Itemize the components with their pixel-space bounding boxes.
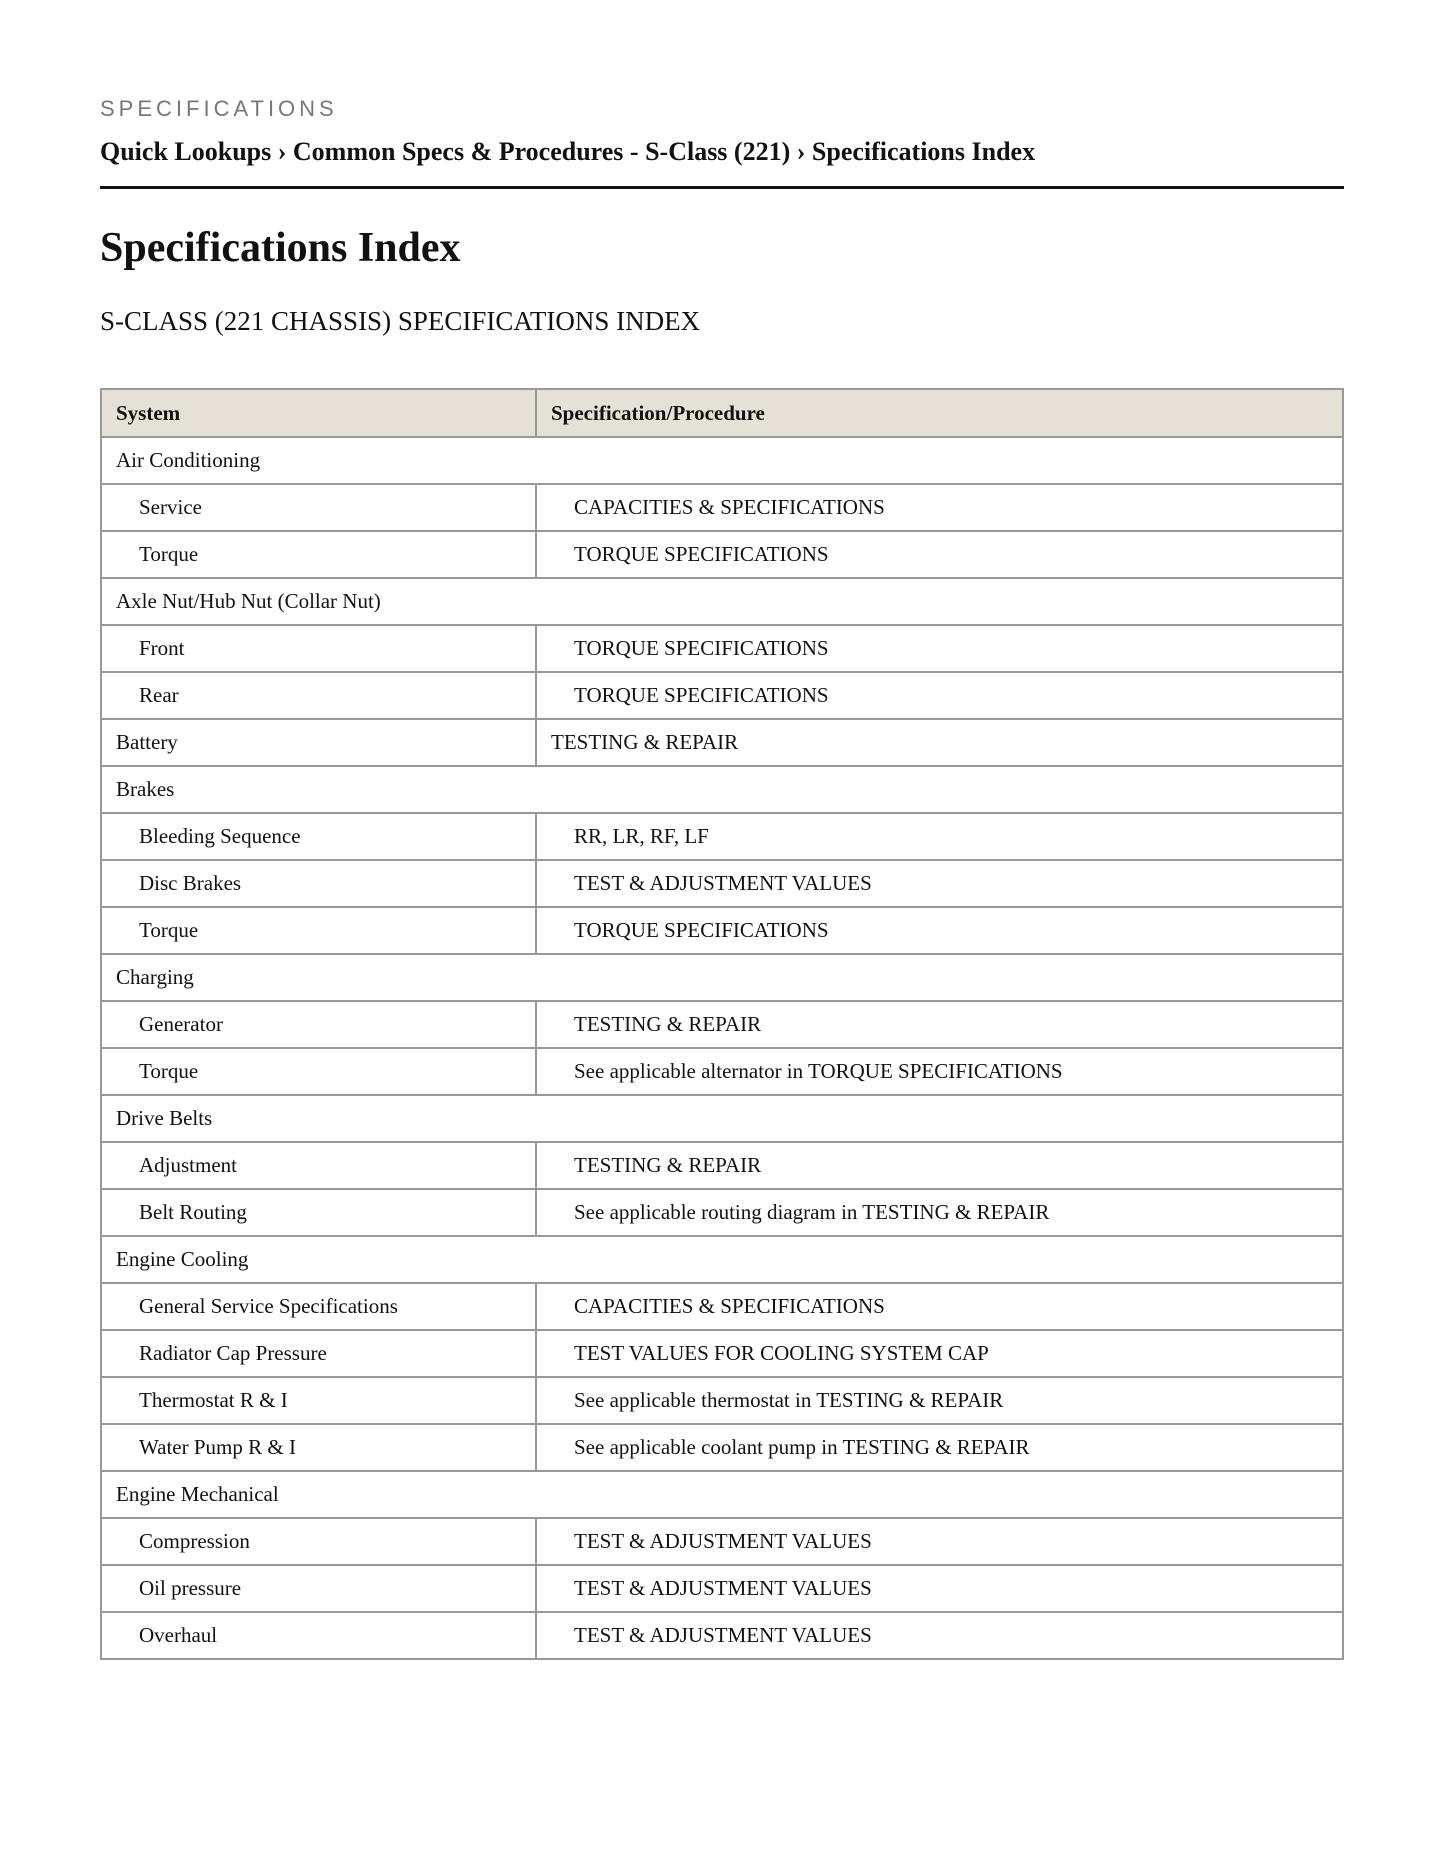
spec-cell: See applicable alternator in TORQUE SPECIFICATIONS — [536, 1048, 1343, 1095]
system-cell: Overhaul — [101, 1612, 536, 1659]
table-group-row — [101, 1236, 1343, 1283]
table-row — [101, 907, 1343, 954]
system-cell: Bleeding Sequence — [101, 813, 536, 860]
spec-cell: CAPACITIES & SPECIFICATIONS — [536, 484, 1343, 531]
spec-cell: See applicable routing diagram in TESTING & REPAIR — [536, 1189, 1343, 1236]
table-row — [101, 1001, 1343, 1048]
system-group-cell: Engine Mechanical — [101, 1471, 1343, 1518]
system-cell: Adjustment — [101, 1142, 536, 1189]
table-row — [101, 719, 1343, 766]
table-group-row — [101, 578, 1343, 625]
system-cell: Thermostat R & I — [101, 1377, 536, 1424]
table-row — [101, 813, 1343, 860]
table-group-row — [101, 954, 1343, 1001]
system-cell: Disc Brakes — [101, 860, 536, 907]
spec-cell: TEST VALUES FOR COOLING SYSTEM CAP — [536, 1330, 1343, 1377]
system-cell: Front — [101, 625, 536, 672]
system-group-cell: Brakes — [101, 766, 1343, 813]
table-row — [101, 1612, 1343, 1659]
table-header-row — [101, 389, 1343, 437]
specifications-table — [100, 388, 1344, 1660]
system-group-cell: Drive Belts — [101, 1095, 1343, 1142]
page-title: Specifications Index — [100, 225, 461, 271]
spec-cell: TORQUE SPECIFICATIONS — [536, 625, 1343, 672]
breadcrumb: Quick Lookups › Common Specs & Procedures - S-Class (221) › Specifications Index — [100, 137, 1036, 166]
system-cell: Oil pressure — [101, 1565, 536, 1612]
table-row — [101, 1048, 1343, 1095]
table-row — [101, 1142, 1343, 1189]
table-row — [101, 860, 1343, 907]
system-cell: Radiator Cap Pressure — [101, 1330, 536, 1377]
table-group-row — [101, 437, 1343, 484]
spec-cell: TESTING & REPAIR — [536, 1001, 1343, 1048]
table-row — [101, 1518, 1343, 1565]
table-row — [101, 1189, 1343, 1236]
table-row — [101, 1377, 1343, 1424]
header-divider — [100, 186, 1344, 189]
system-cell: Compression — [101, 1518, 536, 1565]
spec-cell: TEST & ADJUSTMENT VALUES — [536, 860, 1343, 907]
table-row — [101, 625, 1343, 672]
table-group-row — [101, 766, 1343, 813]
system-group-cell: Engine Cooling — [101, 1236, 1343, 1283]
spec-cell: See applicable thermostat in TESTING & REPAIR — [536, 1377, 1343, 1424]
spec-cell: TORQUE SPECIFICATIONS — [536, 672, 1343, 719]
system-cell: Battery — [101, 719, 536, 766]
system-cell: Belt Routing — [101, 1189, 536, 1236]
spec-cell: RR, LR, RF, LF — [536, 813, 1343, 860]
system-cell: Torque — [101, 1048, 536, 1095]
system-cell: Water Pump R & I — [101, 1424, 536, 1471]
table-row — [101, 531, 1343, 578]
spec-cell: TORQUE SPECIFICATIONS — [536, 531, 1343, 578]
system-group-cell: Air Conditioning — [101, 437, 1343, 484]
system-cell: Generator — [101, 1001, 536, 1048]
system-cell: General Service Specifications — [101, 1283, 536, 1330]
system-cell: Rear — [101, 672, 536, 719]
table-row — [101, 1283, 1343, 1330]
table-body — [101, 437, 1343, 1659]
table-row — [101, 1330, 1343, 1377]
spec-cell: CAPACITIES & SPECIFICATIONS — [536, 1283, 1343, 1330]
spec-cell: TEST & ADJUSTMENT VALUES — [536, 1518, 1343, 1565]
spec-cell: See applicable coolant pump in TESTING & REPAIR — [536, 1424, 1343, 1471]
spec-cell: TESTING & REPAIR — [536, 719, 1343, 766]
system-group-cell: Charging — [101, 954, 1343, 1001]
table-row — [101, 1424, 1343, 1471]
section-eyebrow: SPECIFICATIONS — [100, 96, 338, 121]
column-header-spec: Specification/Procedure — [536, 389, 1343, 437]
system-group-cell: Axle Nut/Hub Nut (Collar Nut) — [101, 578, 1343, 625]
spec-cell: TEST & ADJUSTMENT VALUES — [536, 1612, 1343, 1659]
column-header-system: System — [101, 389, 536, 437]
system-cell: Torque — [101, 531, 536, 578]
page-subtitle: S-CLASS (221 CHASSIS) SPECIFICATIONS INDEX — [100, 306, 701, 336]
system-cell: Service — [101, 484, 536, 531]
table-row — [101, 672, 1343, 719]
spec-cell: TESTING & REPAIR — [536, 1142, 1343, 1189]
table-row — [101, 484, 1343, 531]
spec-cell: TORQUE SPECIFICATIONS — [536, 907, 1343, 954]
table-row — [101, 1565, 1343, 1612]
system-cell: Torque — [101, 907, 536, 954]
table-group-row — [101, 1471, 1343, 1518]
table-group-row — [101, 1095, 1343, 1142]
spec-cell: TEST & ADJUSTMENT VALUES — [536, 1565, 1343, 1612]
